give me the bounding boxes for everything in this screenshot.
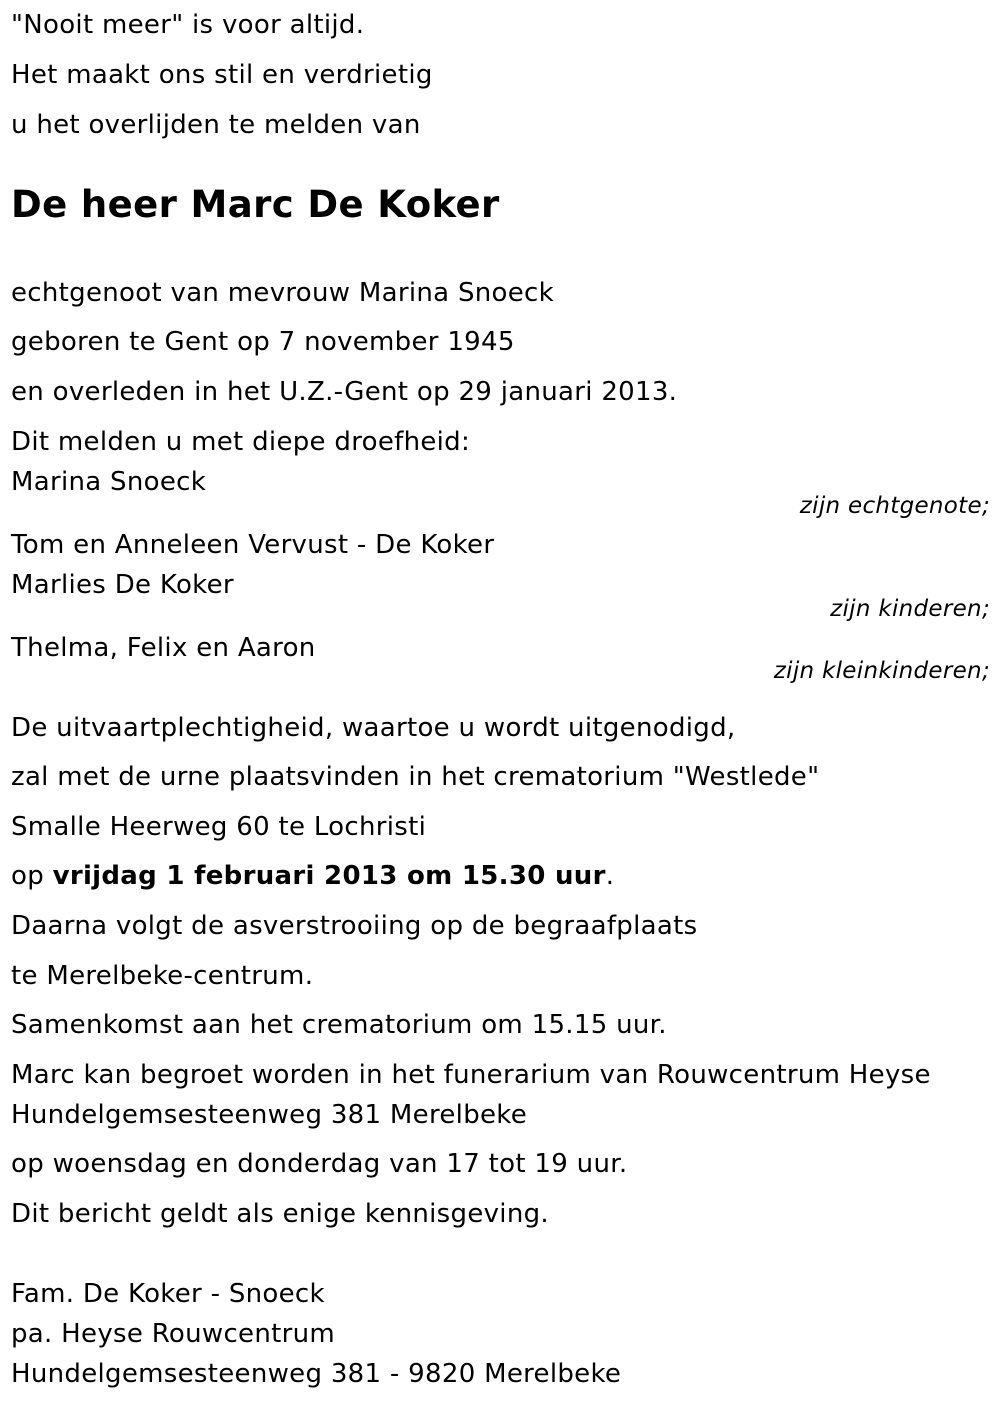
family-spouse-relation: zijn echtgenote; [799,493,990,519]
intro-line-3: u het overlijden te melden van [11,110,421,140]
family-child-2: Marlies De Koker [11,570,234,600]
family-children-relation: zijn kinderen; [830,596,990,622]
ceremony-date-prefix: op [11,861,53,891]
family-spouse-name: Marina Snoeck [11,467,207,497]
intro-line-2: Het maakt ons stil en verdrietig [11,60,433,90]
footer-address: Hundelgemsesteenweg 381 - 9820 Merelbeke [11,1359,622,1389]
footer-family: Fam. De Koker - Snoeck [11,1279,325,1309]
announcement-line: Dit melden u met diepe droefheid: [11,427,471,457]
ceremony-line-3: Smalle Heerweg 60 te Lochristi [11,812,427,842]
family-grandchildren-relation: zijn kleinkinderen; [773,658,990,684]
deceased-name-heading: De heer Marc De Koker [11,183,500,226]
footer-funeral-home: pa. Heyse Rouwcentrum [11,1319,336,1349]
ceremony-line-1: De uitvaartplechtigheid, waartoe u wordt uitgenodigd, [11,713,736,743]
family-child-1: Tom en Anneleen Vervust - De Koker [11,530,495,560]
ceremony-line-2: zal met de urne plaatsvinden in het crematorium "Westlede" [11,762,820,792]
ceremony-date-suffix: . [605,861,615,891]
ceremony-date-bold: vrijdag 1 februari 2013 om 15.30 uur [52,861,606,891]
intro-line-1: "Nooit meer" is voor altijd. [11,10,365,40]
ceremony-line-9: Hundelgemsesteenweg 381 Merelbeke [11,1100,528,1130]
ceremony-line-5: Daarna volgt de asverstrooiing op de begraafplaats [11,911,698,941]
spouse-line: echtgenoot van mevrouw Marina Snoeck [11,278,555,308]
ceremony-line-7: Samenkomst aan het crematorium om 15.15 uur. [11,1010,667,1040]
ceremony-line-11: Dit bericht geldt als enige kennisgeving. [11,1199,549,1229]
ceremony-line-6: te Merelbeke-centrum. [11,961,314,991]
birth-line: geboren te Gent op 7 november 1945 [11,327,515,357]
ceremony-date-line [11,860,614,892]
ceremony-line-8: Marc kan begroet worden in het funerarium van Rouwcentrum Heyse [11,1060,931,1090]
ceremony-line-10: op woensdag en donderdag van 17 tot 19 uur. [11,1149,628,1179]
death-line: en overleden in het U.Z.-Gent op 29 januari 2013. [11,377,678,407]
family-grandchildren: Thelma, Felix en Aaron [11,633,316,663]
